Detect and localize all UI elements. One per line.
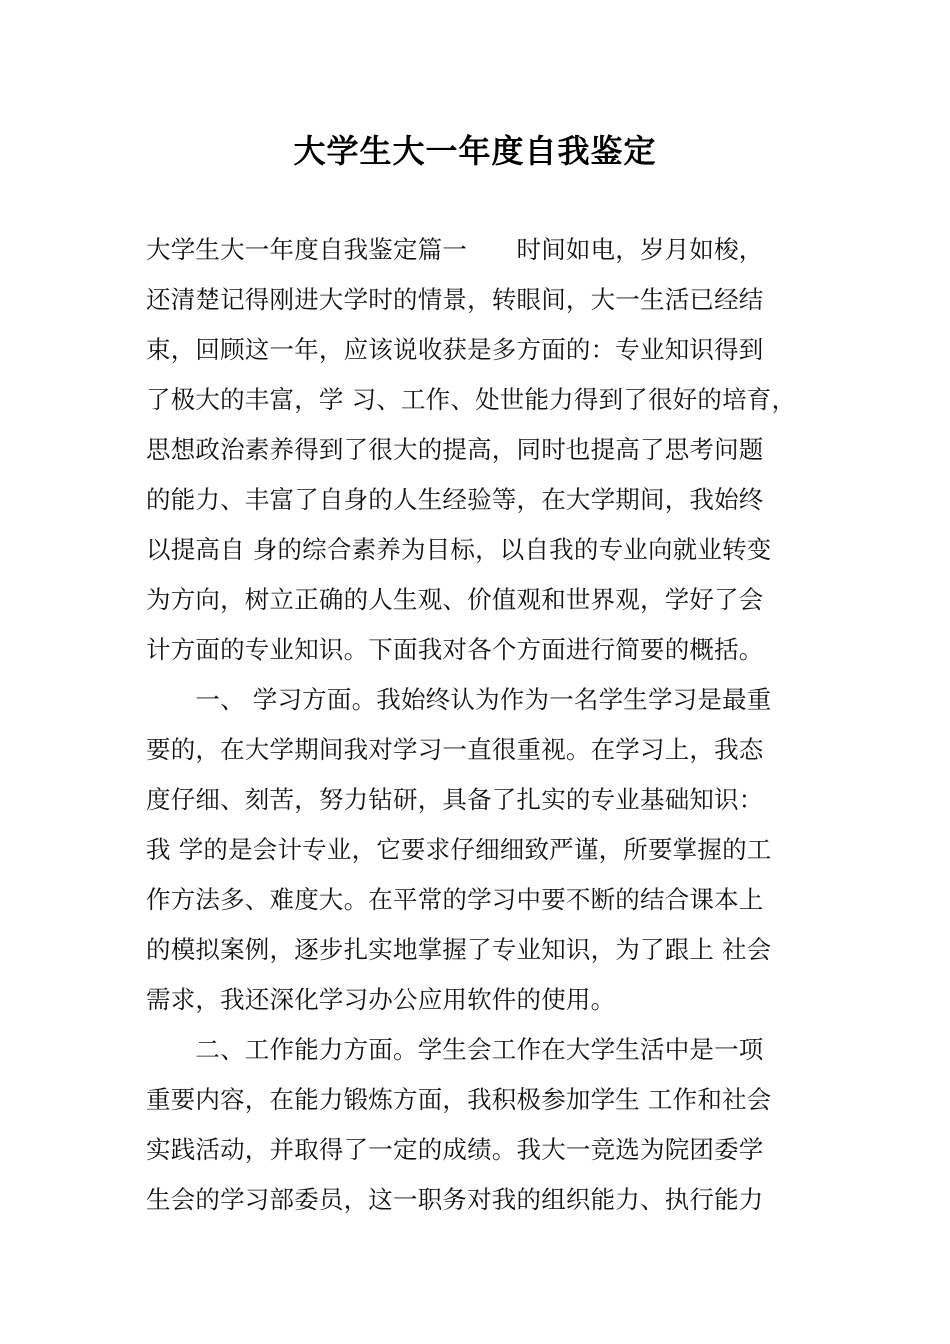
body-line: 大学生大一年度自我鉴定篇一 时间如电，岁月如梭， xyxy=(146,235,764,264)
body-line: 了极大的丰富，学 习、工作、处世能力得到了很好的培育， xyxy=(146,385,797,414)
body-line: 一、 学习方面。我始终认为作为一名学生学习是最重 xyxy=(146,685,772,714)
body-line: 还清楚记得刚进大学时的情景，转眼间，大一生活已经结 xyxy=(146,285,764,314)
document-title: 大学生大一年度自我鉴定 xyxy=(293,132,657,170)
body-line: 的能力、丰富了自身的人生经验等，在大学期间，我始终 xyxy=(146,485,764,514)
body-line: 实践活动，并取得了一定的成绩。我大一竞选为院团委学 xyxy=(146,1135,764,1164)
body-line: 束，回顾这一年，应该说收获是多方面的：专业知识得到 xyxy=(146,335,764,364)
body-line: 以提高自 身的综合素养为目标，以自我的专业向就业转变 xyxy=(146,535,772,564)
body-line: 重要内容，在能力锻炼方面，我积极参加学生 工作和社会 xyxy=(146,1085,772,1114)
body-line: 要的，在大学期间我对学习一直很重视。在学习上，我态 xyxy=(146,735,764,764)
body-line: 计方面的专业知识。下面我对各个方面进行简要的概括。 xyxy=(146,635,764,664)
body-line: 度仔细、刻苦，努力钻研，具备了扎实的专业基础知识： xyxy=(146,785,764,814)
body-line: 二、工作能力方面。学生会工作在大学生活中是一项 xyxy=(146,1035,764,1064)
body-line: 需求，我还深化学习办公应用软件的使用。 xyxy=(146,985,616,1014)
body-line: 我 学的是会计专业，它要求仔细细致严谨，所要掌握的工 xyxy=(146,835,772,864)
body-line: 为方向，树立正确的人生观、价值观和世界观，学好了会 xyxy=(146,585,764,614)
body-line: 的模拟案例，逐步扎实地掌握了专业知识，为了跟上 社会 xyxy=(146,935,772,964)
document-body xyxy=(146,225,811,1225)
body-line: 思想政治素养得到了很大的提高，同时也提高了思考问题 xyxy=(146,435,764,464)
body-line: 生会的学习部委员，这一职务对我的组织能力、执行能力 xyxy=(146,1185,764,1214)
body-line: 作方法多、难度大。在平常的学习中要不断的结合课本上 xyxy=(146,885,764,914)
